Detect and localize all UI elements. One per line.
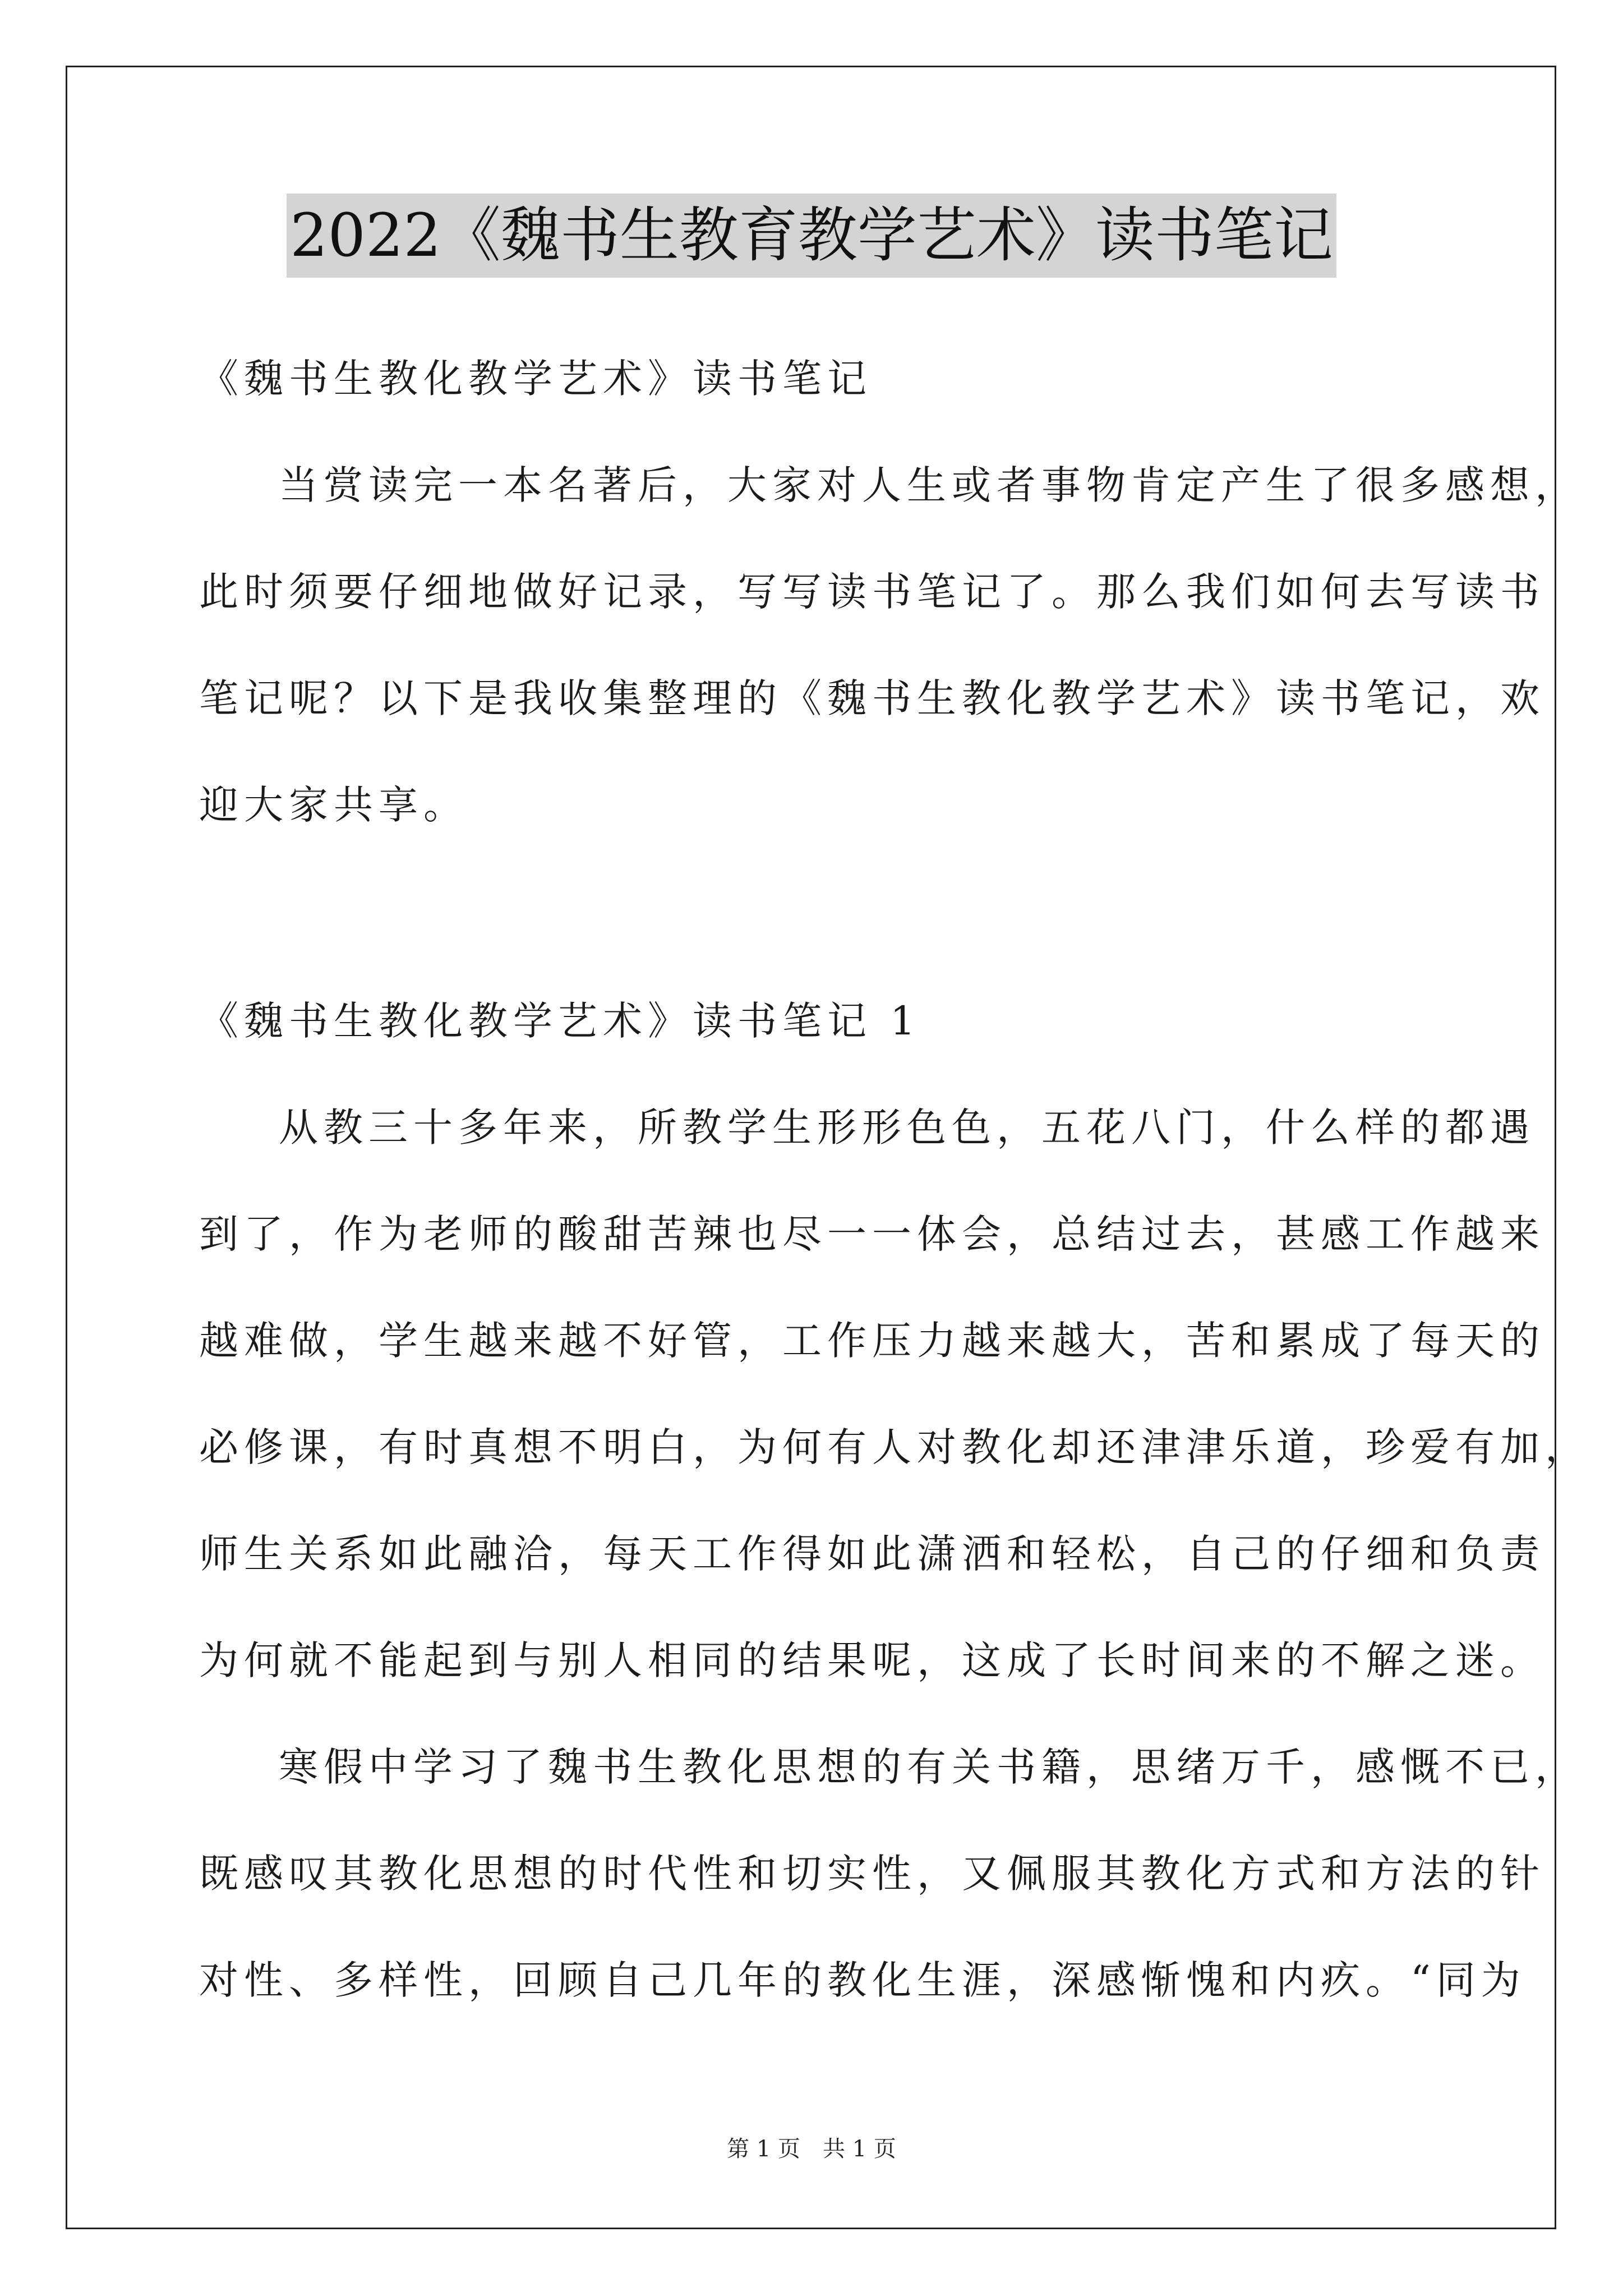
paragraph-line: 必修课，有时真想不明白，为何有人对教化却还津津乐道，珍爱有加， — [199, 1424, 1590, 1470]
document-title: 2022《魏书生教育教学艺术》读书笔记 — [287, 194, 1336, 278]
page-footer: 第 1 页 共 1 页 — [727, 2136, 896, 2162]
paragraph-line: 寒假中学习了魏书生教化思想的有关书籍，思绪万千，感慨不已， — [279, 1744, 1580, 1790]
intro-line: 此时须要仔细地做好记录，写写读书笔记了。那么我们如何去写读书 — [199, 569, 1545, 615]
paragraph-line: 师生关系如此融洽，每天工作得如此潇洒和轻松，自己的仔细和负责 — [199, 1531, 1545, 1577]
paragraph-line: 到了，作为老师的酸甜苦辣也尽一一体会，总结过去，甚感工作越来 — [199, 1211, 1545, 1257]
paragraph-line: 从教三十多年来，所教学生形形色色，五花八门，什么样的都遇 — [279, 1105, 1535, 1151]
paragraph-line: 越难做，学生越来越不好管，工作压力越来越大，苦和累成了每天的 — [199, 1318, 1545, 1364]
paragraph-line: 既感叹其教化思想的时代性和切实性，又佩服其教化方式和方法的针 — [199, 1851, 1545, 1897]
paragraph-line: 为何就不能起到与别人相同的结果呢，这成了长时间来的不解之迷。 — [199, 1637, 1545, 1683]
intro-line: 迎大家共享。 — [199, 782, 468, 828]
intro-line: 当赏读完一本名著后，大家对人生或者事物肯定产生了很多感想， — [279, 462, 1580, 508]
subtitle: 《魏书生教化教学艺术》读书笔记 — [199, 356, 872, 402]
paragraph-line: 对性、多样性，回顾自己几年的教化生涯，深感惭愧和内疚。“同为 — [199, 1957, 1526, 2003]
intro-line: 笔记呢？以下是我收集整理的《魏书生教化教学艺术》读书笔记，欢 — [199, 675, 1545, 721]
title-container — [0, 194, 1623, 278]
section-heading: 《魏书生教化教学艺术》读书笔记 1 — [199, 998, 921, 1044]
